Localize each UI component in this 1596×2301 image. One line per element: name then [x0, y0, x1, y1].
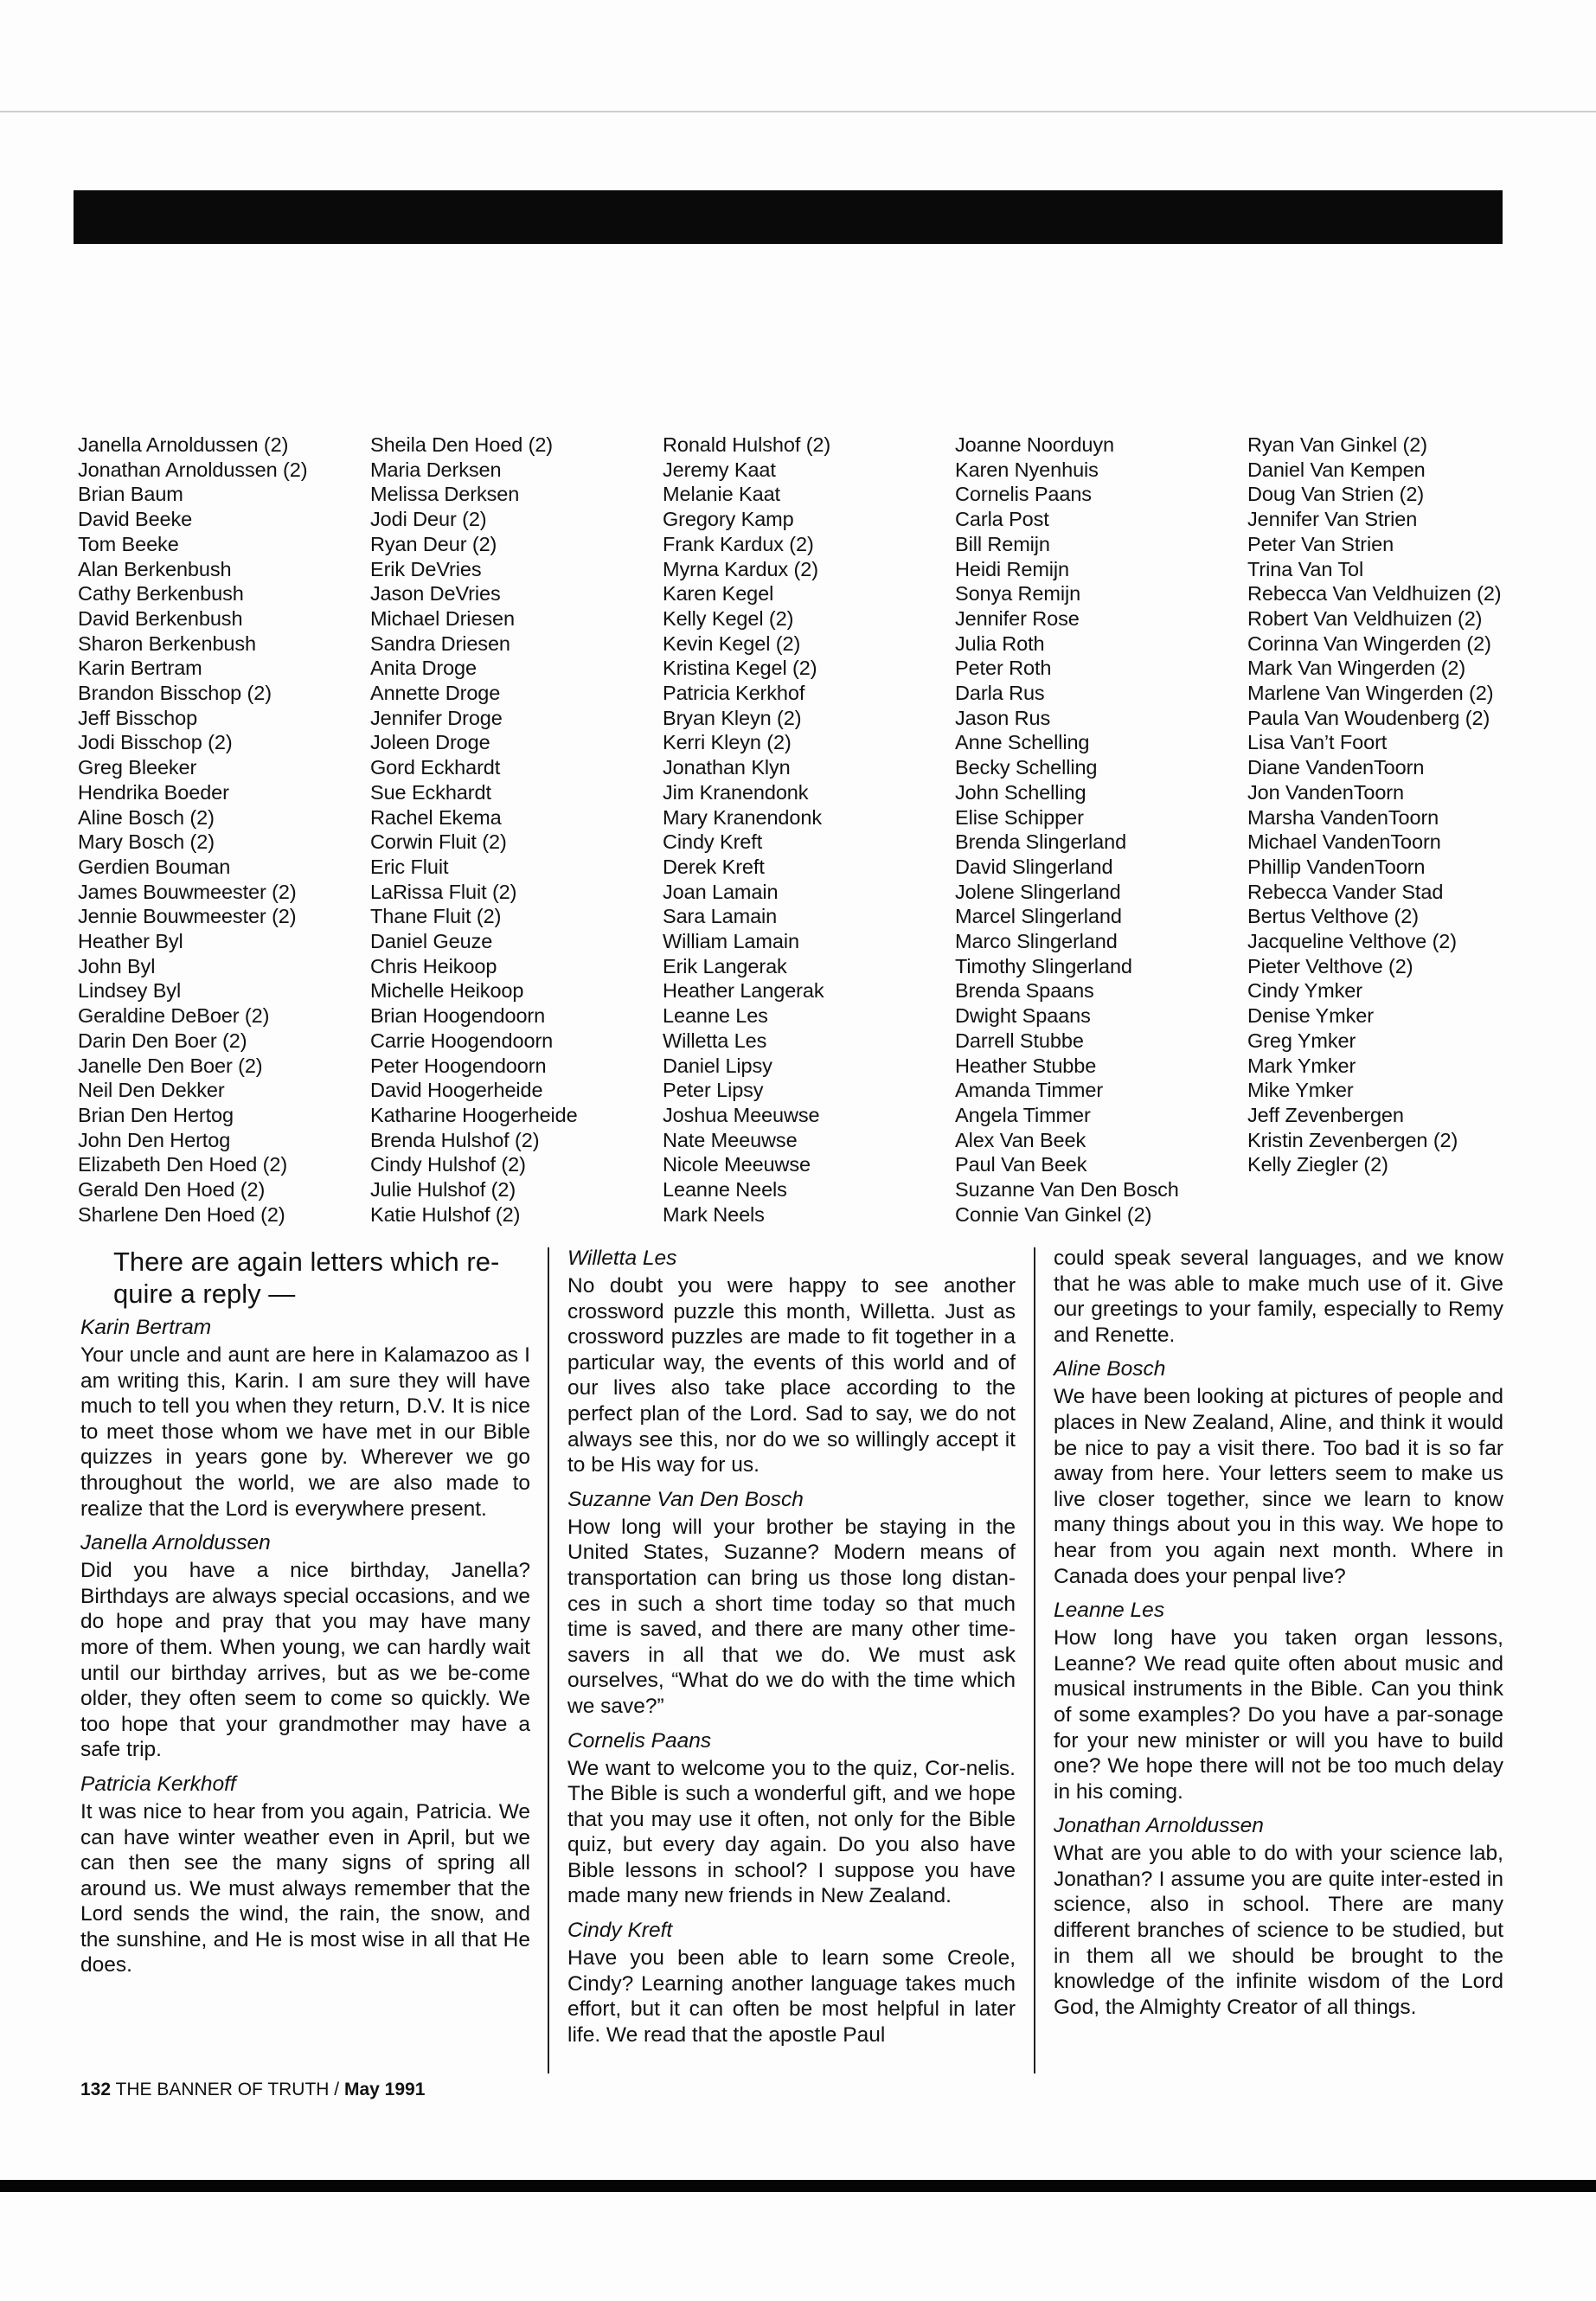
name-entry: Mary Kranendonk	[663, 805, 822, 829]
name-entry: Sue Eckhardt	[370, 780, 491, 804]
name-entry: Lisa Van’t Foort	[1247, 731, 1388, 754]
name-entry: Mike Ymker	[1247, 1079, 1354, 1102]
name-entry: Joan Lamain	[663, 880, 779, 903]
name-entry: Mark Ymker	[1247, 1054, 1356, 1077]
page-number: 132	[80, 2080, 112, 2099]
name-entry: Jason DeVries	[370, 582, 501, 606]
name-entry: Rachel Ekema	[370, 805, 502, 829]
names-column-4	[955, 433, 1247, 1227]
name-entry: Alan Berkenbush	[78, 557, 232, 580]
name-entry: Bill Remijn	[955, 532, 1050, 555]
name-entry: John Den Hertog	[78, 1128, 231, 1151]
name-entry: Thane Fluit (2)	[370, 905, 502, 928]
reply-entry	[80, 1530, 530, 1763]
name-entry: Heather Byl	[78, 930, 183, 953]
name-entry: Karen Nyenhuis	[955, 458, 1099, 481]
name-entry: Kristina Kegel (2)	[663, 657, 817, 680]
reply-text: We have been looking at pictures of people and places in New Zealand, Aline, and think it would be nice to pay a visit there. Too bad it is so far away from here. Your letters seem to make us live closer together, since we learn to know many things about you in this way. We hope to hear from you again next month. Where in Canada does your penpal live?	[1054, 1385, 1503, 1588]
bottom-band	[0, 2180, 1596, 2192]
reply-continuation	[1054, 1246, 1503, 1348]
name-entry: Brian Baum	[78, 483, 183, 506]
name-entry: Patricia Kerkhof	[663, 682, 805, 705]
name-entry: Nate Meeuwse	[663, 1128, 798, 1151]
name-entry: Marlene Van Wingerden (2)	[1247, 682, 1494, 705]
name-entry: William Lamain	[663, 930, 799, 953]
name-entry: Marsha VandenToorn	[1247, 805, 1439, 829]
name-entry: Neil Den Dekker	[78, 1079, 225, 1102]
recipient-name: Suzanne Van Den Bosch	[567, 1487, 804, 1511]
name-entry: Marcel Slingerland	[955, 905, 1122, 928]
name-entry: Mary Bosch (2)	[78, 830, 215, 854]
reply-text: It was nice to hear from you again, Patricia. We can have winter weather even in April, but we can then see the many signs of spring all around us. We must always remember that the Lord sends the wind, the rain, the snow, and the sunshine, and He is most wise in all that He does.	[80, 1799, 530, 1977]
name-entry: John Byl	[78, 954, 156, 977]
name-entry: Ryan Deur (2)	[370, 532, 497, 555]
name-entry: Jolene Slingerland	[955, 880, 1121, 903]
name-entry: Julia Roth	[955, 631, 1045, 655]
reply-text: What are you able to do with your science lab, Jonathan? I assume you are quite inter-ested in science, also in school. There are many different branches of science to be studied, but in them all we should be brought to the knowledge of the infinite wisdom of the Lord God, the Almighty Creator of all things.	[1054, 1842, 1503, 2019]
name-entry: Joleen Droge	[370, 731, 490, 754]
reply-entry	[1054, 1598, 1503, 1804]
name-entry: Pieter Velthove (2)	[1247, 954, 1413, 977]
name-entry: Jacqueline Velthove (2)	[1247, 930, 1457, 953]
name-entry: David Berkenbush	[78, 606, 243, 630]
name-entry: Corinna Van Wingerden (2)	[1247, 631, 1491, 655]
name-entry: Connie Van Ginkel (2)	[955, 1202, 1152, 1226]
name-entry: Corwin Fluit (2)	[370, 830, 507, 854]
recipient-name: Janella Arnoldussen	[80, 1531, 271, 1555]
name-entry: Daniel Van Kempen	[1247, 458, 1426, 481]
name-entry: Rebecca Vander Stad	[1247, 880, 1444, 903]
name-entry: Michael VandenToorn	[1247, 830, 1441, 854]
name-entry: Peter Hoogendoorn	[370, 1054, 547, 1077]
name-entry: Timothy Slingerland	[955, 954, 1132, 977]
reply-text: Did you have a nice birthday, Janella? Birthdays are always special occasions, and we do hope and pray that you may have many more of them. When young, we can hardly wait until our birthday arrives, but as we be-come older, they often seem to come so quickly. We too hope that your grandmother may have a safe trip.	[80, 1559, 530, 1762]
name-entry: Brian Hoogendoorn	[370, 1004, 546, 1028]
name-entry: Sonya Remijn	[955, 582, 1081, 606]
name-entry: Katharine Hoogerheide	[370, 1103, 578, 1126]
name-entry: James Bouwmeester (2)	[78, 880, 297, 903]
name-entry: Becky Schelling	[955, 756, 1098, 779]
letters-intro: There are again letters which re-quire a reply —	[113, 1247, 500, 1309]
name-entry: Brandon Bisschop (2)	[78, 682, 272, 705]
name-entry: Kelly Kegel (2)	[663, 606, 794, 630]
top-rule	[0, 111, 1596, 112]
recipient-name: Karin Bertram	[80, 1316, 212, 1339]
name-entry: Nicole Meeuwse	[663, 1153, 811, 1176]
name-entry: Jason Rus	[955, 706, 1051, 729]
name-entry: Greg Bleeker	[78, 756, 197, 779]
name-entry: Mark Van Wingerden (2)	[1247, 657, 1466, 680]
name-entry: Brian Den Hertog	[78, 1103, 234, 1126]
name-entry: Jennifer Van Strien	[1247, 508, 1418, 531]
reply-entry	[1054, 1813, 1503, 2020]
name-entry: Tom Beeke	[78, 532, 179, 555]
reply-text: We want to welcome you to the quiz, Cor-nelis. The Bible is such a wonderful gift, and we hope that you may use it often, not only for the Bible quiz, but every day again. Do you also have Bible lessons in school? I suppose you have made many new friends in New Zealand.	[567, 1756, 1016, 1908]
name-entry: Denise Ymker	[1247, 1004, 1374, 1028]
name-entry: Bryan Kleyn (2)	[663, 706, 802, 729]
name-entry: Kelly Ziegler (2)	[1247, 1153, 1388, 1176]
reply-text: Your uncle and aunt are here in Kalamazoo as I am writing this, Karin. I am sure they will have much to tell you when they return, D.V. It is nice to meet those whom we have met in our Bible quizzes in years gone by. Wherever we go throughout the world, we are also made to realize that the Lord is everywhere present.	[80, 1343, 530, 1521]
name-entry: Cornelis Paans	[955, 483, 1092, 506]
name-entry: Heather Stubbe	[955, 1054, 1097, 1077]
reply-entry	[567, 1918, 1016, 2048]
name-entry: Brenda Spaans	[955, 979, 1094, 1003]
name-entry: Phillip VandenToorn	[1247, 855, 1426, 878]
name-entry: Julie Hulshof (2)	[370, 1178, 516, 1202]
name-entry: Ryan Van Ginkel (2)	[1247, 433, 1427, 456]
name-entry: Trina Van Tol	[1247, 557, 1364, 580]
name-entry: Doug Van Strien (2)	[1247, 483, 1425, 506]
reply-text: How long will your brother be staying in the United States, Suzanne? Modern means of transportation can bring us those long distan-ces in such a short time today so that much time is saved, and there are many other time-savers in all that we do. We must ask ourselves, “What do we do with the time which we save?”	[567, 1515, 1016, 1718]
name-entry: Peter Lipsy	[663, 1079, 764, 1102]
issue-date: May 1991	[343, 2080, 426, 2099]
name-entry: Kristin Zevenbergen (2)	[1247, 1128, 1458, 1151]
name-entry: Paula Van Woudenberg (2)	[1247, 706, 1490, 729]
name-entry: Peter Van Strien	[1247, 532, 1394, 555]
name-entry: Daniel Geuze	[370, 930, 493, 953]
name-entry: Alex Van Beek	[955, 1128, 1086, 1151]
name-entry: Jennie Bouwmeester (2)	[78, 905, 297, 928]
name-entry: Jonathan Arnoldussen (2)	[78, 458, 308, 481]
name-entry: Sara Lamain	[663, 905, 778, 928]
name-entry: Jennifer Droge	[370, 706, 503, 729]
name-entry: Eric Fluit	[370, 855, 449, 878]
name-entry: Anita Droge	[370, 657, 477, 680]
name-entry: Robert Van Veldhuizen (2)	[1247, 606, 1483, 630]
name-entry: Mark Neels	[663, 1202, 765, 1226]
name-entry: Elise Schipper	[955, 805, 1084, 829]
name-entry: Jodi Bisschop (2)	[78, 731, 233, 754]
name-entry: Paul Van Beek	[955, 1153, 1087, 1176]
name-entry: Jennifer Rose	[955, 606, 1080, 630]
name-entry: Dwight Spaans	[955, 1004, 1091, 1028]
name-entry: Myrna Kardux (2)	[663, 557, 818, 580]
letters-column-2	[567, 1246, 1016, 2056]
name-entry: Karin Bertram	[78, 657, 202, 680]
names-column-2	[370, 433, 663, 1227]
name-entry: Gregory Kamp	[663, 508, 794, 531]
name-entry: Anne Schelling	[955, 731, 1090, 754]
name-entry: Greg Ymker	[1247, 1029, 1356, 1052]
name-entry: John Schelling	[955, 780, 1086, 804]
name-entry: David Beeke	[78, 508, 193, 531]
recipient-name: Leanne Les	[1054, 1599, 1165, 1623]
name-entry: Jeremy Kaat	[663, 458, 776, 481]
name-entry: Melissa Derksen	[370, 483, 520, 506]
name-entry: Melanie Kaat	[663, 483, 780, 506]
name-entry: Elizabeth Den Hoed (2)	[78, 1153, 288, 1176]
name-entry: Erik Langerak	[663, 954, 787, 977]
name-entry: Heidi Remijn	[955, 557, 1070, 580]
column-divider	[1034, 1247, 1035, 2073]
names-column-1	[78, 433, 370, 1227]
names-column-3	[663, 433, 955, 1227]
name-entry: Carla Post	[955, 508, 1049, 531]
reply-text: How long have you taken organ lessons, Leanne? We read quite often about music and musical instruments in the Bible. Can you think of some examples? Do you have a par-sonage for your new minister or will you have to build one? We hope there will not be too much delay in his coming.	[1054, 1626, 1503, 1804]
name-entry: Cindy Kreft	[663, 830, 763, 854]
name-entry: Erik DeVries	[370, 557, 482, 580]
name-entry: Gerdien Bouman	[78, 855, 231, 878]
name-entry: Darin Den Boer (2)	[78, 1029, 247, 1052]
reply-entry	[80, 1772, 530, 1978]
name-entry: Kerri Kleyn (2)	[663, 731, 792, 754]
reply-entry	[567, 1246, 1016, 1478]
name-entry: Bertus Velthove (2)	[1247, 905, 1419, 928]
name-entry: Peter Roth	[955, 657, 1052, 680]
name-entry: Brenda Slingerland	[955, 830, 1127, 854]
names-list	[78, 433, 1531, 1227]
name-entry: Chris Heikoop	[370, 954, 497, 977]
name-entry: Heather Langerak	[663, 979, 824, 1003]
letters-column-3	[1054, 1246, 1503, 2029]
name-entry: Aline Bosch (2)	[78, 805, 215, 829]
name-entry: Cathy Berkenbush	[78, 582, 244, 606]
name-entry: Rebecca Van Veldhuizen (2)	[1247, 582, 1502, 606]
name-entry: Ronald Hulshof (2)	[663, 433, 831, 456]
name-entry: Annette Droge	[370, 682, 501, 705]
name-entry: Angela Timmer	[955, 1103, 1091, 1126]
page-footer	[80, 2080, 425, 2100]
recipient-name: Patricia Kerkhoff	[80, 1772, 236, 1796]
name-entry: Gord Eckhardt	[370, 756, 501, 779]
name-entry: Leanne Neels	[663, 1178, 787, 1202]
name-entry: Jeff Bisschop	[78, 706, 198, 729]
reply-text: No doubt you were happy to see another crossword puzzle this month, Willetta. Just as crossword puzzles are made to fit together in a particular way, the events of this world and of our lives also take place according to the perfect plan of the Lord. Sad to say, we do not always see this, nor do we so willingly accept it to be His way for us.	[567, 1274, 1016, 1477]
name-entry: Willetta Les	[663, 1029, 767, 1052]
letters-column-1	[80, 1246, 530, 1987]
name-entry: Diane VandenToorn	[1247, 756, 1425, 779]
name-entry: Cindy Ymker	[1247, 979, 1362, 1003]
reply-entry	[567, 1728, 1016, 1910]
name-entry: Sheila Den Hoed (2)	[370, 433, 554, 456]
name-entry: Janelle Den Boer (2)	[78, 1054, 263, 1077]
name-entry: David Hoogerheide	[370, 1079, 543, 1102]
name-entry: Sharon Berkenbush	[78, 631, 257, 655]
name-entry: Hendrika Boeder	[78, 780, 229, 804]
name-entry: Geraldine DeBoer (2)	[78, 1004, 270, 1028]
name-entry: Karen Kegel	[663, 582, 774, 606]
name-entry: David Slingerland	[955, 855, 1113, 878]
name-entry: Michelle Heikoop	[370, 979, 524, 1003]
name-entry: Darrell Stubbe	[955, 1029, 1084, 1052]
reply-text: could speak several languages, and we know that he was able to make much use of it. Give our greetings to your family, especially to Remy and Renette.	[1054, 1247, 1503, 1347]
name-entry: Gerald Den Hoed (2)	[78, 1178, 266, 1202]
name-entry: Jonathan Klyn	[663, 756, 791, 779]
name-entry: Jon VandenToorn	[1247, 780, 1404, 804]
recipient-name: Cindy Kreft	[567, 1919, 673, 1943]
name-entry: Maria Derksen	[370, 458, 502, 481]
name-entry: Jim Kranendonk	[663, 780, 809, 804]
name-entry: Leanne Les	[663, 1004, 768, 1028]
reply-entry	[80, 1315, 530, 1522]
name-entry: Marco Slingerland	[955, 930, 1118, 953]
letters-section	[78, 1246, 1505, 2076]
name-entry: Frank Kardux (2)	[663, 532, 814, 555]
name-entry: Amanda Timmer	[955, 1079, 1104, 1102]
name-entry: Derek Kreft	[663, 855, 765, 878]
name-entry: Darla Rus	[955, 682, 1045, 705]
reply-entry	[1054, 1356, 1503, 1589]
name-entry: Kevin Kegel (2)	[663, 631, 801, 655]
name-entry: Jodi Deur (2)	[370, 508, 487, 531]
reply-text: Have you been able to learn some Creole, Cindy? Learning another language takes much effort, but it can often be most helpful in later life. We read that the apostle Paul	[567, 1946, 1016, 2047]
name-entry: Jeff Zevenbergen	[1247, 1103, 1404, 1126]
name-entry: Carrie Hoogendoorn	[370, 1029, 554, 1052]
recipient-name: Aline Bosch	[1054, 1357, 1166, 1381]
name-entry: Janella Arnoldussen (2)	[78, 433, 289, 456]
recipient-name: Jonathan Arnoldussen	[1054, 1814, 1264, 1838]
header-banner	[74, 190, 1503, 244]
name-entry: Sharlene Den Hoed (2)	[78, 1202, 285, 1226]
name-entry: LaRissa Fluit (2)	[370, 880, 517, 903]
name-entry: Joshua Meeuwse	[663, 1103, 820, 1126]
name-entry: Joanne Noorduyn	[955, 433, 1115, 456]
name-entry: Suzanne Van Den Bosch	[955, 1178, 1179, 1202]
name-entry: Daniel Lipsy	[663, 1054, 772, 1077]
name-entry: Brenda Hulshof (2)	[370, 1128, 540, 1151]
column-divider	[548, 1247, 549, 2073]
names-column-5	[1247, 433, 1540, 1227]
name-entry: Sandra Driesen	[370, 631, 510, 655]
name-entry: Katie Hulshof (2)	[370, 1202, 521, 1226]
recipient-name: Willetta Les	[567, 1247, 677, 1270]
recipient-name: Cornelis Paans	[567, 1728, 712, 1753]
publication-name: THE BANNER OF TRUTH /	[115, 2080, 340, 2099]
name-entry: Lindsey Byl	[78, 979, 182, 1003]
name-entry: Cindy Hulshof (2)	[370, 1153, 526, 1176]
reply-entry	[567, 1487, 1016, 1720]
name-entry: Michael Driesen	[370, 606, 515, 630]
